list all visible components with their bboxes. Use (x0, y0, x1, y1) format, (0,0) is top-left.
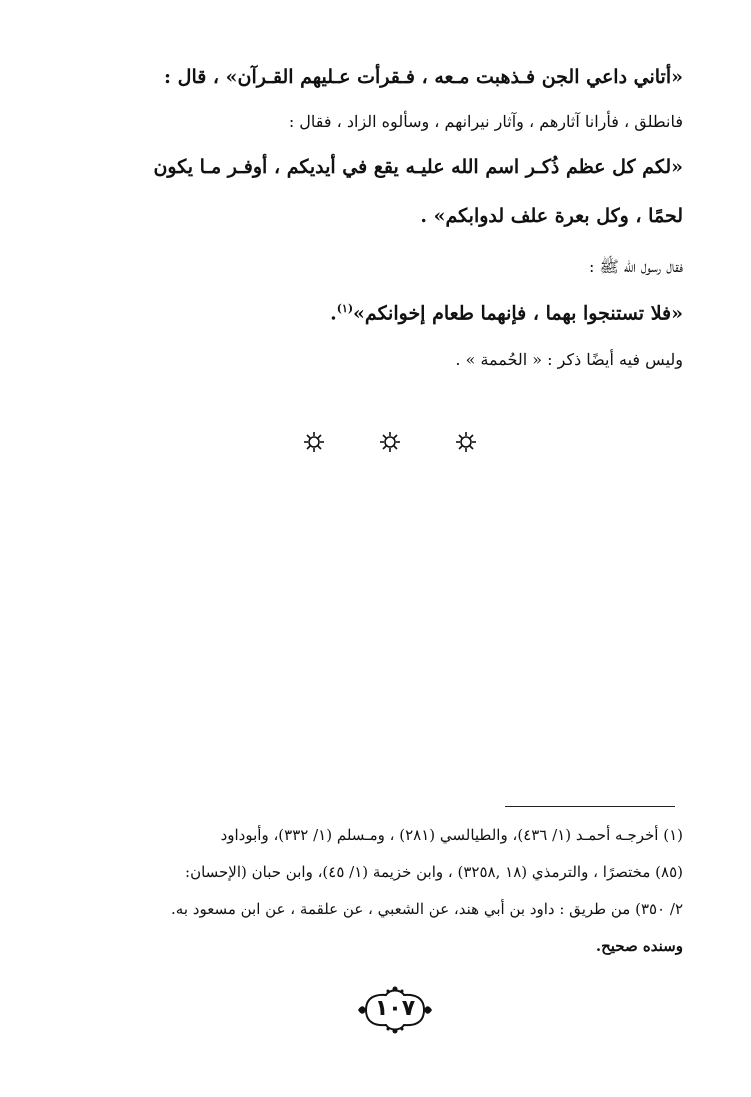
body-line-5: فقال رسول الله ﷺ : (588, 257, 683, 276)
body-line-1 (105, 66, 683, 88)
body-line-6 (105, 302, 683, 324)
body-line-1-text: «أتاني داعي الجن فـذهبت مـعه ، فـقرأت عـليهم القـرآن» ، قال : (164, 66, 683, 88)
line-end-period: . (330, 302, 337, 325)
page-number: ١٠٧ (374, 996, 416, 1021)
body-line-3: «لكم كل عظم ذُكـر اسم الله عليـه يقع في أيديكم ، أوفـر مـا يكون (153, 156, 683, 178)
section-divider (300, 428, 480, 456)
footnote-ref: (١) (336, 302, 354, 315)
body-line-2: فانطلق ، فأرانا آثارهم ، وآثار نيرانهم ، وسألوه الزاد ، فقال : (288, 112, 683, 131)
page-number-frame (352, 985, 438, 1035)
footnote-line-2: (٨٥) مختصرًا ، والترمذي (١٨ ,٣٢٥٨) ، وابن خزيمة (١/ ٤٥)، وابن حبان (الإحسان: (185, 863, 683, 881)
footnote-line-1: (١) أخرجـه أحمـد (١/ ٤٣٦)، والطيالسي (٢٨١) ، ومـسلم (١/ ٣٣٢)، وأبوداود (220, 826, 683, 844)
star-burst-icon (452, 428, 480, 456)
star-burst-icon (300, 428, 328, 456)
body-line-4: لحمًا ، وكل بعرة علف لدوابكم» . (420, 205, 683, 227)
star-burst-icon (376, 428, 404, 456)
footnote-line-3: ٢/ ٣٥٠) من طريق : داود بن أبي هند، عن الشعبي ، عن علقمة ، عن ابن مسعود به. (171, 900, 683, 918)
body-line-7: وليس فيه أيضًا ذكر : « الحُممة » . (455, 350, 683, 369)
footnote-separator (505, 806, 675, 807)
footnote-line-4: وسنده صحيح. (595, 937, 683, 955)
hadith-quote: «فلا تستنجوا بهما ، فإنهما طعام إخوانكم» (353, 302, 683, 325)
